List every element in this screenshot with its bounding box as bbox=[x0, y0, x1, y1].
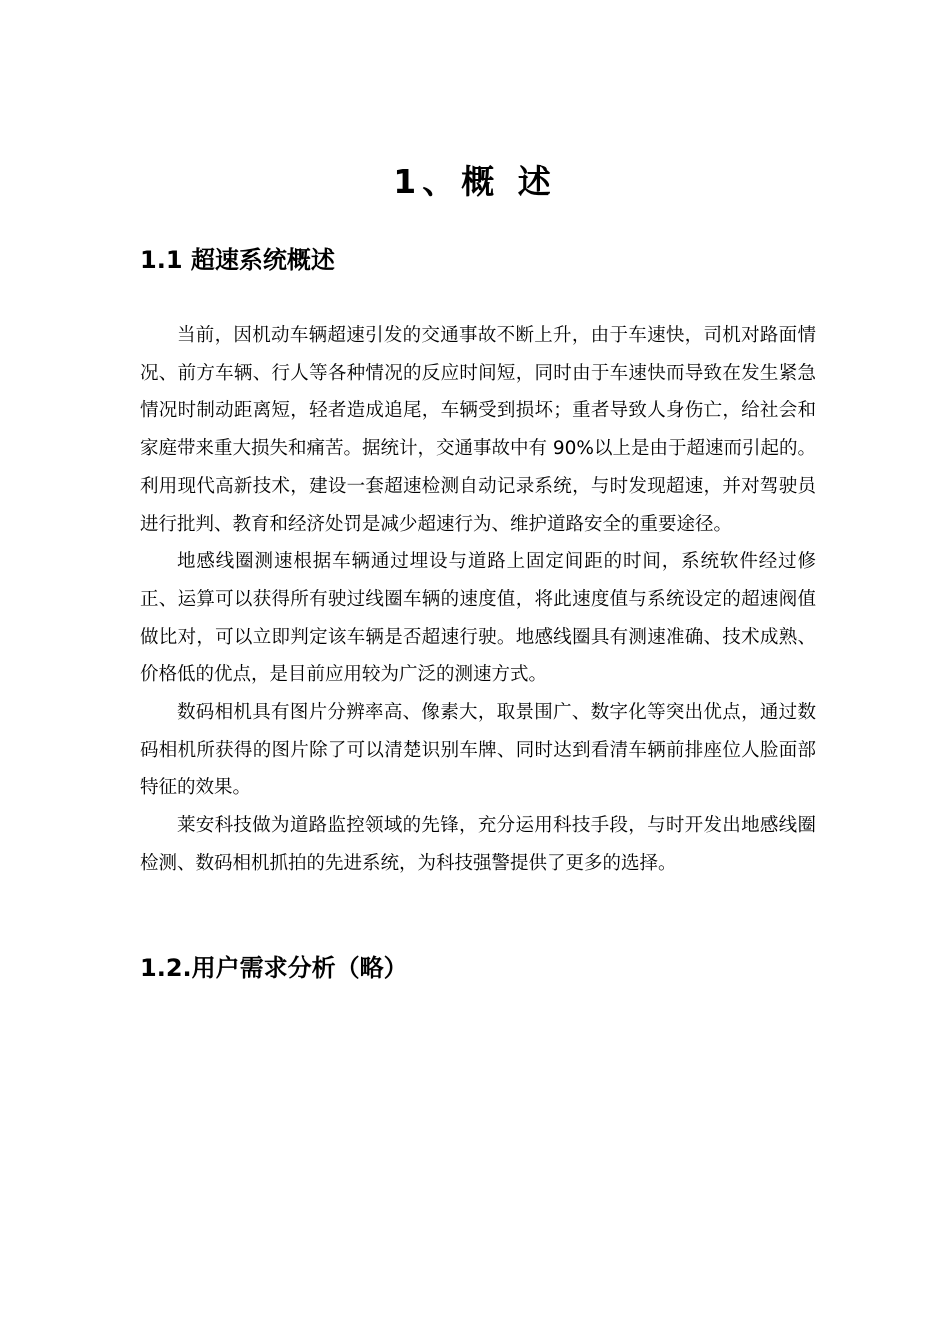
paragraph: 莱安科技做为道路监控领域的先锋，充分运用科技手段，与时开发出地感线圈检测、数码相机抓拍的先进系统，为科技强警提供了更多的选择。 bbox=[140, 815, 816, 874]
section-heading-overview: 1.1 超速系统概述 bbox=[140, 246, 335, 274]
paragraph: 当前，因机动车辆超速引发的交通事故不断上升，由于车速快，司机对路面情况、前方车辆、行人等各种情况的反应时间短，同时由于车速快而导致在发生紧急情况时制动距离短，轻者造成追尾，车辆受到损坏；重者导致人身伤亡，给社会和家庭带来重大损失和痛苦。据统计，交通事故中有 90%以上是由于超速而引起的。利用现代高新技术，建设一套超速检测自动记录系统，与时发现超速，并对驾驶员进行批判、教育和经济处罚是减少超速行为、维护道路安全的重要途径。 bbox=[140, 325, 817, 535]
paragraph: 地感线圈测速根据车辆通过埋设与道路上固定间距的时间，系统软件经过修正、运算可以获得所有驶过线圈车辆的速度值，将此速度值与系统设定的超速阀值做比对，可以立即判定该车辆是否超速行驶。地感线圈具有测速准确、技术成熟、价格低的优点，是目前应用较为广泛的测速方式。 bbox=[140, 551, 816, 686]
section-body-overview bbox=[140, 317, 816, 883]
paragraph: 数码相机具有图片分辨率高、像素大，取景围广、数字化等突出优点，通过数码相机所获得的图片除了可以清楚识别车牌、同时达到看清车辆前排座位人脸面部特征的效果。 bbox=[140, 702, 816, 799]
document-title: 1、概 述 bbox=[393, 162, 557, 201]
section-heading-requirements: 1.2.用户需求分析（略） bbox=[140, 954, 408, 982]
